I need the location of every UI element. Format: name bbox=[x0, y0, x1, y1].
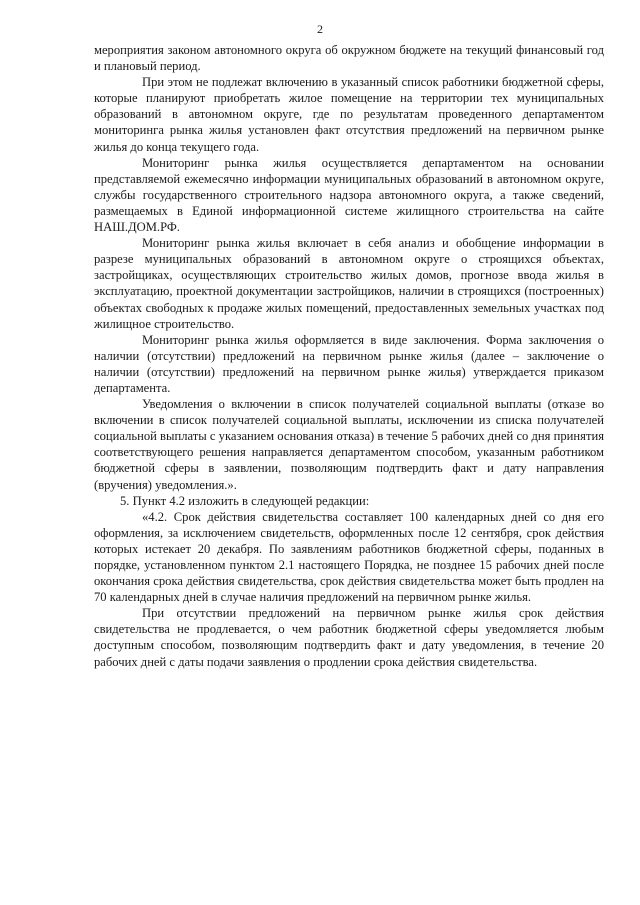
paragraph-clause-4-2: «4.2. Срок действия свидетельства составляет 100 календарных дней со дня его оформления, за исключением свидетельств, оформленных после 12 сентября, срок действия которых истекает 20 декабря. По заявлениям работников бюджетной сферы, поданных в порядке, установленном пунктом 2.1 настоящего Порядка, не позднее 15 рабочих дней после окончания срока действия свидетельства, срок действия свидетельства может быть продлен на 70 календарных дней в случае наличия предложений на первичном рынке жилья. bbox=[94, 509, 604, 605]
paragraph-no-extension: При отсутствии предложений на первичном рынке жилья срок действия свидетельства не продлевается, о чем работник бюджетной сферы уведомляется любым доступным способом, позволяющим подтвердить факт и дату уведомления, в течение 20 рабочих дней с даты подачи заявления о продлении срока действия свидетельства. bbox=[94, 606, 604, 669]
paragraph-exclusion: При этом не подлежат включению в указанный список работники бюджетной сферы, которые планируют приобретать жилое помещение на территории тех муниципальных образований в автономном округе, где по результатам проведенного департаментом мониторинга рынка жилья установлен факт отсутствия предложений на первичном рынке жилья до конца текущего года. bbox=[94, 75, 604, 154]
document-body bbox=[94, 42, 604, 670]
paragraph-continuation: мероприятия законом автономного округа об окружном бюджете на текущий финансовый год и плановый период. bbox=[94, 43, 604, 74]
page-number: 2 bbox=[317, 22, 323, 36]
paragraph-notifications: Уведомления о включении в список получателей социальной выплаты (отказе во включении в список получателей социальной выплаты, исключении из списка получателей социальной выплаты с указанием основания отказа) в течение 5 рабочих дней со дня принятия соответствующего решения направляется департаментом способом, указанным работником бюджетной сферы в заявлении, позволяющим подтвердить факт и дату направления (вручения) уведомления.». bbox=[94, 397, 604, 492]
paragraph-item-5: 5. Пункт 4.2 изложить в следующей редакции: bbox=[120, 493, 370, 508]
paragraph-monitoring-conclusion: Мониторинг рынка жилья оформляется в виде заключения. Форма заключения о наличии (отсутствии) предложений на первичном рынке жилья (далее – заключение о наличии (отсутствии) предложений на первичном рынке жилья) утверждается приказом департамента. bbox=[94, 332, 604, 395]
paragraph-monitoring-sources: Мониторинг рынка жилья осуществляется департаментом на основании представляемой ежемесячно информации муниципальных образований в автономном округе, службы государственного строительного надзора автономного округа, а также сведений, размещаемых в Единой информационной системе жилищного строительства на сайте НАШ.ДОМ.РФ. bbox=[94, 155, 604, 235]
paragraph-monitoring-content: Мониторинг рынка жилья включает в себя анализ и обобщение информации в разрезе муниципальных образований в автономном округе о строящихся объектах, застройщиках, осуществляющих строительство жилых домов, прогнозе ввода жилья в эксплуатацию, проектной документации застройщиков, наличии в строящихся (построенных) объектах свободных к продаже жилых помещений, предоставленных земельных участках под жилищное строительство. bbox=[94, 236, 604, 331]
